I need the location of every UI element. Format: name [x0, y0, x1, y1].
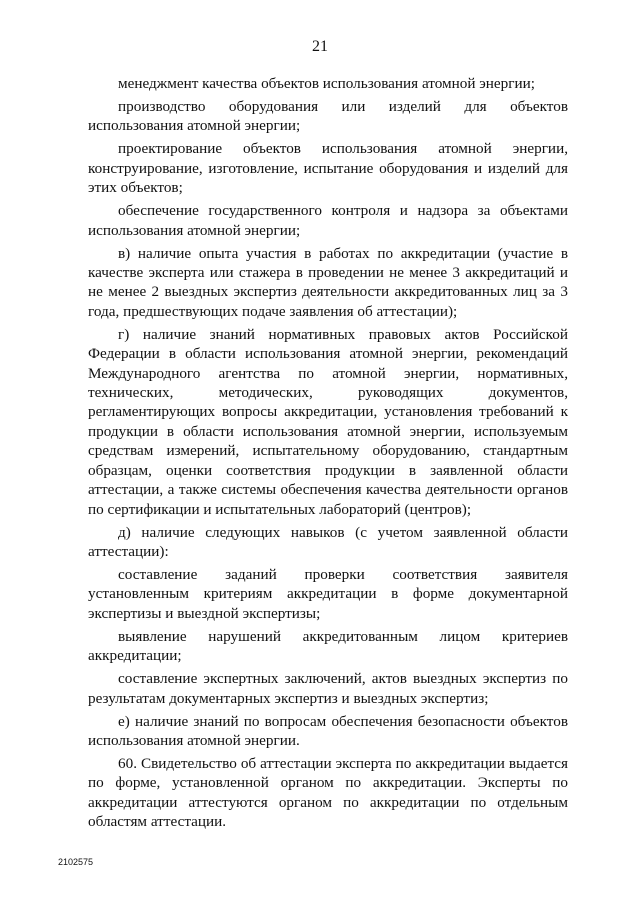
- paragraph-compose-tasks: составление заданий проверки соответствия заявителя установленным критериям аккредитации в форме документарной экспертизы и выездной экспертизы;: [88, 565, 568, 622]
- page-number: 21: [312, 38, 328, 55]
- paragraph-item-g: г) наличие знаний нормативных правовых актов Российской Федерации в области использования атомной энергии, рекомендаций Международного агентства по атомной энергии, нормативных, технических, методических, руководящих документов, регламентирующих вопросы аккредитации, установления требований к продукции в области использования атомной энергии, используемым средствам измерений, испытательному оборудованию, стандартным образцам, оценки соответствия продукции в заявленной области аттестации, а также системы обеспечения качества деятельности органов по сертификации и испытательных лабораторий (центров);: [88, 325, 568, 518]
- paragraph-state-control: обеспечение государственного контроля и надзора за объектами использования атомной энергии;: [88, 202, 568, 239]
- document-body: [88, 74, 568, 835]
- paragraph-detect-violations: выявление нарушений аккредитованным лицом критериев аккредитации;: [88, 627, 568, 665]
- paragraph-expert-conclusions: составление экспертных заключений, актов выездных экспертиз по результатам документарных экспертиз и выездных экспертиз;: [88, 670, 568, 707]
- paragraph-item-d: д) наличие следующих навыков (с учетом заявленной области аттестации):: [88, 523, 568, 560]
- paragraph-item-v: в) наличие опыта участия в работах по аккредитации (участие в качестве эксперта или стажера в проведении не менее 3 аккредитаций и не менее 2 выездных экспертиз деятельности аккредитованных лиц за 3 года, предшествующих подаче заявления об аттестации);: [88, 244, 568, 320]
- paragraph-quality-management: менеджмент качества объектов использования атомной энергии;: [118, 75, 535, 92]
- paragraph-item-e: е) наличие знаний по вопросам обеспечения безопасности объектов использования атомной энергии.: [88, 712, 568, 749]
- document-code: 2102575: [58, 857, 94, 867]
- paragraph-60: 60. Свидетельство об аттестации эксперта по аккредитации выдается по форме, установленной органом по аккредитации. Эксперты по аккредитации аттестуются органом по аккредитации по отдельным областям аттестации.: [88, 754, 568, 831]
- paragraph-equipment-production: производство оборудования или изделий для объектов использования атомной энергии;: [88, 98, 568, 135]
- paragraph-design: проектирование объектов использования атомной энергии, конструирование, изготовление, испытание оборудования и изделий для этих объектов;: [88, 140, 568, 197]
